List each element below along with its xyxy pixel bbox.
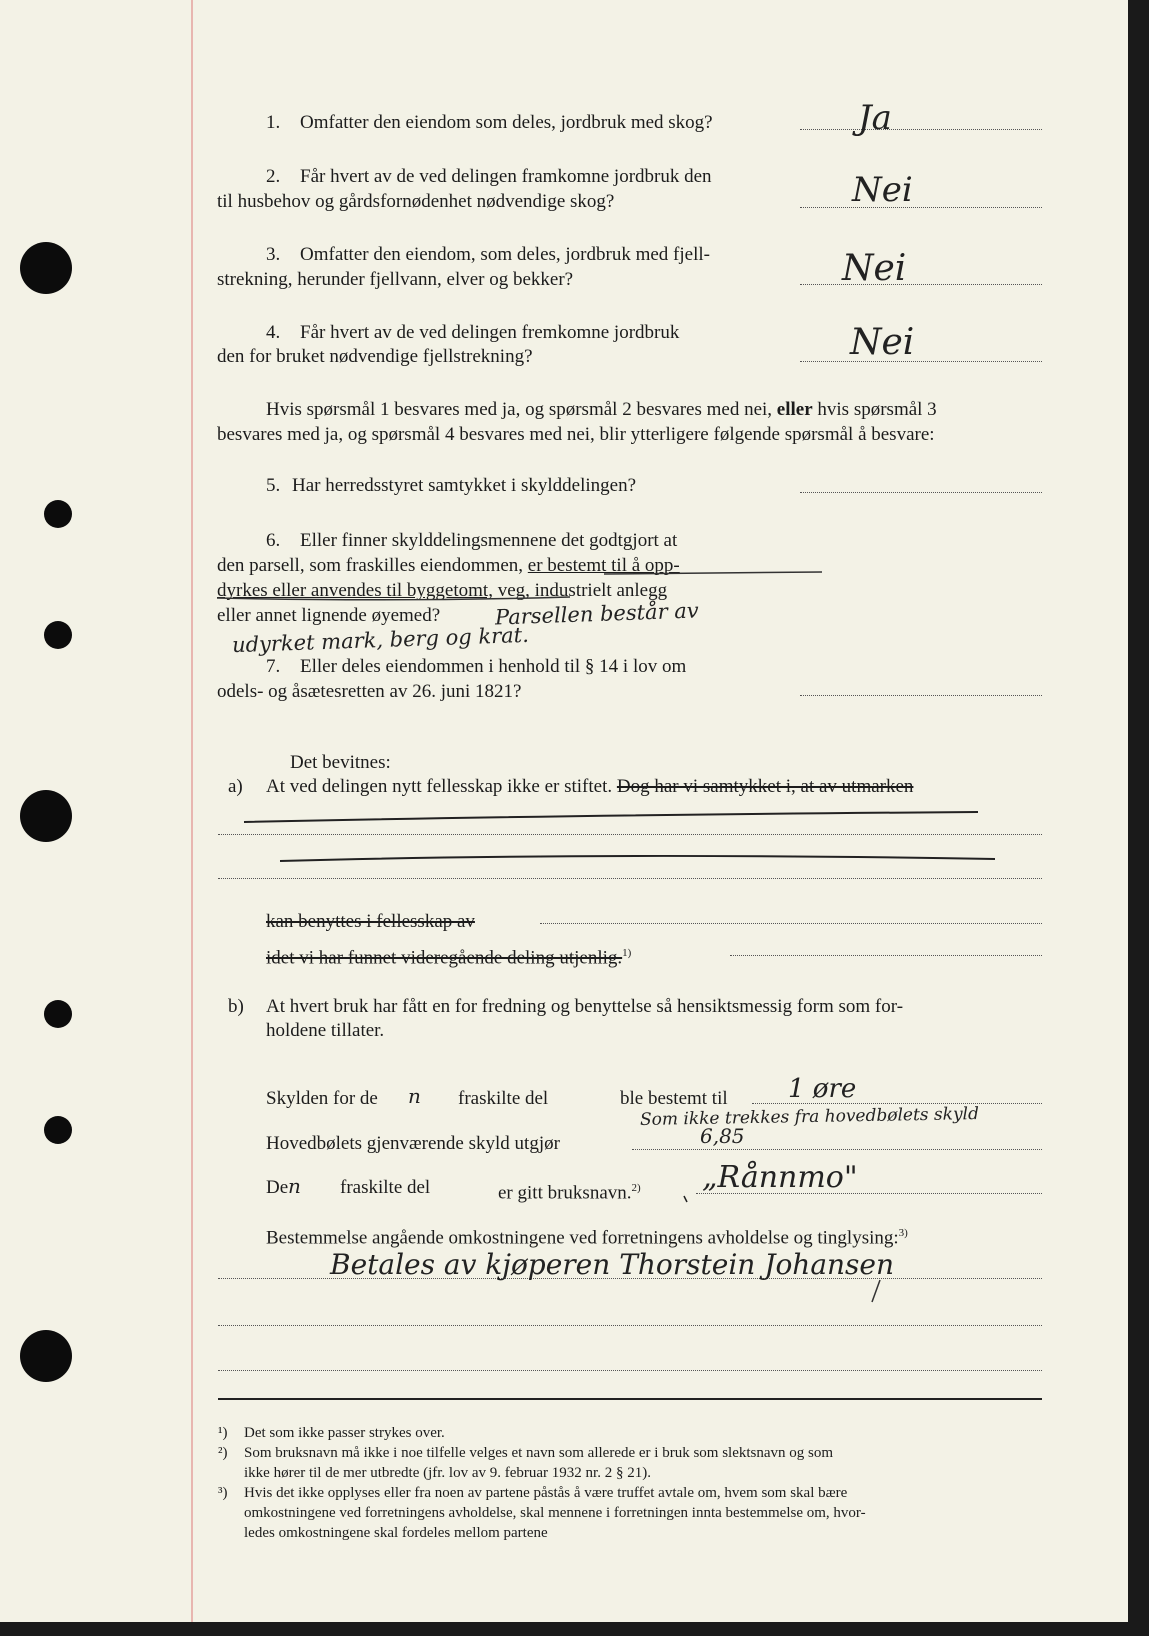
q2-number: 2. [266, 166, 281, 187]
q3-line1: Omfatter den eiendom, som deles, jordbruk med fjell- [300, 244, 710, 265]
hoved-value: 6,85 [700, 1124, 745, 1148]
q1-text: Omfatter den eiendom som deles, jordbruk med skog? [300, 112, 713, 133]
footnote-2-line2: ikke hører til de mer utbredte (jfr. lov av 9. februar 1932 nr. 2 § 21). [244, 1465, 651, 1481]
q6-line1: Eller finner skylddelingsmennene det godtgjort at [300, 530, 678, 551]
q5-number: 5. [266, 475, 281, 496]
attest-heading: Det bevitnes: [290, 752, 391, 773]
q6-underline-pen [604, 572, 822, 574]
navn-value: „Rånnmo" [702, 1160, 858, 1195]
q6-answer-line2: udyrket mark, berg og krat. [231, 622, 530, 658]
navn-label-b: fraskilte del [340, 1177, 431, 1198]
footnote-3-line1: Hvis det ikke opplyses eller fra noen av partene påstås å være truffet avtale om, hvem som skal bære [244, 1485, 848, 1501]
intro-line1-b: hvis spørsmål 3 [817, 399, 937, 420]
q6-line4: eller annet lignende øyemed? [217, 605, 441, 626]
q6-line3-underlined: dyrkes eller anvendes til byggetomt, [217, 580, 493, 601]
footnote-2-line1: Som bruksnavn må ikke i noe tilfelle velges et navn som allerede er i bruk som slektsnavn og som [244, 1445, 834, 1461]
skyld-label-handwritten: n [408, 1084, 421, 1108]
navn-label-handwritten: n [288, 1174, 301, 1198]
q6-line2-a: den parsell, som fraskilles eiendommen, [217, 555, 524, 576]
best-value: Betales av kjøperen Thorstein Johansen [330, 1248, 895, 1281]
footnote-2-mark: ²) [218, 1445, 228, 1461]
skyld-label-c: ble bestemt til [620, 1088, 728, 1109]
q1-number: 1. [266, 112, 281, 133]
footnote-1-line1: Det som ikke passer strykes over. [244, 1425, 445, 1441]
attest-a-label: a) [228, 776, 243, 797]
q7-line2: odels- og åsætesretten av 26. juni 1821? [217, 681, 522, 702]
q4-answer: Nei [850, 322, 915, 363]
q2-line2: til husbehov og gårdsfornødenhet nødvendige skog? [217, 191, 615, 212]
q1-answer: Ja [858, 98, 892, 138]
q7-line1: Eller deles eiendommen i henhold til § 14 i lov om [300, 656, 687, 677]
footnote-3-line2: omkostningene ved forretningens avholdelse, skal mennene i forretningen innta bestemmelse om, hvor- [244, 1505, 866, 1521]
q6-line3-b: veg, industrielt anlegg [497, 580, 668, 601]
intro-line2: besvares med ja, og spørsmål 4 besvares med nei, blir ytterligere følgende spørsmål å besvare: [217, 424, 935, 445]
q4-line1: Får hvert av de ved delingen fremkomne jordbruk [300, 322, 680, 343]
q4-line2: den for bruket nødvendige fjellstrekning? [217, 346, 533, 367]
q6-answer-line1: Parsellen består av [494, 598, 700, 630]
q3-answer: Nei [842, 248, 907, 289]
q3-number: 3. [266, 244, 281, 265]
attest-strike-pen [244, 812, 978, 822]
skyld-value: 1 øre [788, 1074, 857, 1104]
attest-b-label: b) [228, 996, 244, 1017]
intro-bold-eller: eller [776, 399, 813, 420]
attest-a-statement: At ved delingen nytt fellesskap ikke er stiftet. [266, 776, 613, 797]
skyld-label-b: fraskilte del [458, 1088, 549, 1109]
skyld-label-a: Skylden for de [266, 1088, 378, 1109]
navn-comma-mark [684, 1196, 687, 1202]
footnote-ref-3: 3) [898, 1227, 908, 1239]
attest-b-line2: holdene tillater. [266, 1020, 385, 1041]
attest-struck-line2: kan benyttes i fellesskap av [266, 911, 475, 932]
navn-label-a: De [266, 1177, 289, 1198]
q6-line2-underlined: er bestemt til å opp- [527, 555, 680, 576]
attest-strike-pen [280, 856, 995, 861]
q2-line1: Får hvert av de ved delingen framkomne jordbruk den [300, 166, 712, 187]
q3-line2: strekning, herunder fjellvann, elver og bekker? [217, 269, 574, 290]
footnote-3-line3: ledes omkostningene skal fordeles mellom partene [244, 1525, 548, 1541]
attest-b-line1: At hvert bruk har fått en for fredning og benyttelse så hensiktsmessig form som for- [266, 996, 904, 1017]
navn-label-c-text: er gitt bruksnavn. [498, 1182, 632, 1204]
q6-underline-pen [217, 597, 570, 600]
q4-number: 4. [266, 322, 281, 343]
q2-answer: Nei [852, 170, 913, 210]
footnote-1-mark: ¹) [218, 1425, 228, 1441]
q7-number: 7. [266, 656, 281, 677]
footnote-ref-2: 2) [631, 1182, 641, 1194]
attest-struck-line3-text: idet vi har funnet videregående deling utjenlig. [266, 947, 623, 969]
best-value-underline [872, 1280, 880, 1302]
skyld-note: Som ikke trekkes fra hovedbølets skyld [639, 1104, 980, 1130]
best-label-text: Bestemmelse angående omkostningene ved forretningens avholdelse og tinglysing: [266, 1227, 899, 1249]
hoved-label: Hovedbølets gjenværende skyld utgjør [266, 1133, 560, 1154]
footnote-ref-1: 1) [622, 947, 632, 959]
q6-number: 6. [266, 530, 281, 551]
attest-a-struck-text: Dog har vi samtykket i, at av utmarken [616, 776, 914, 797]
intro-line1-a: Hvis spørsmål 1 besvares med ja, og spørsmål 2 besvares med nei, [266, 399, 773, 420]
q5-text: Har herredsstyret samtykket i skylddelingen? [292, 475, 637, 496]
footnote-3-mark: ³) [218, 1485, 228, 1501]
